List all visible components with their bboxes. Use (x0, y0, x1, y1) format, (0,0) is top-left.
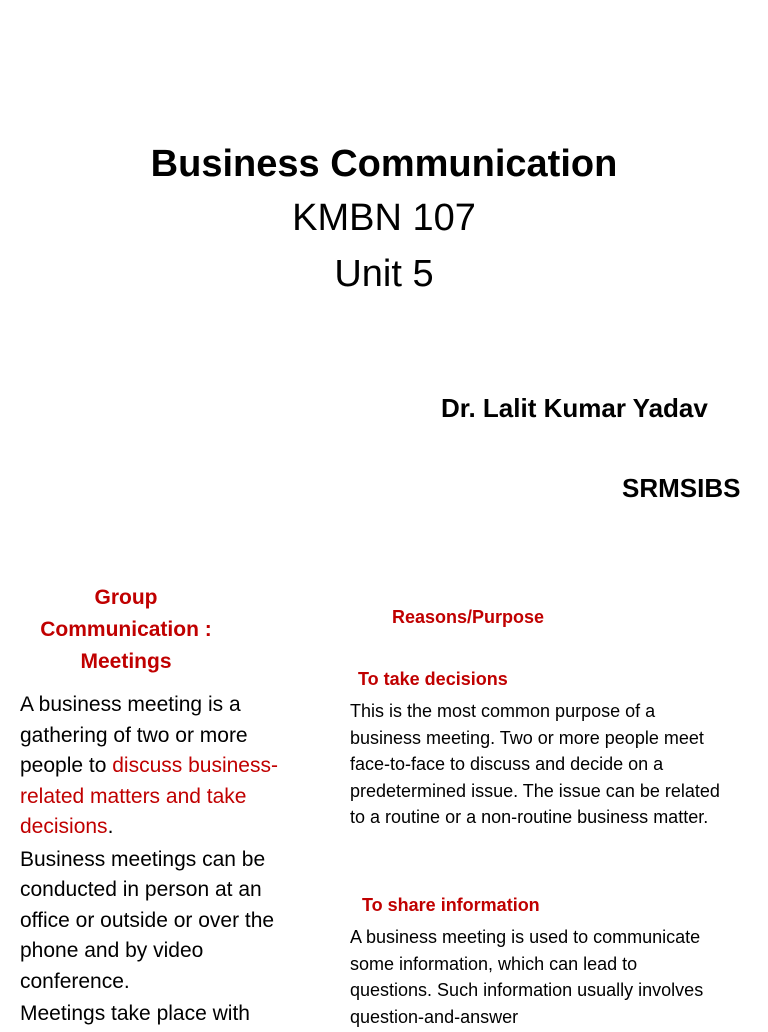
purpose-body-information: A business meeting is used to communicate some information, which can lead to questions. Such information usually involves question-and-answer (350, 927, 704, 1027)
unit-label: Unit 5 (334, 253, 434, 295)
heading-line-2: Communication : (40, 618, 212, 641)
purpose-heading-decisions: To take decisions (358, 669, 508, 689)
reasons-heading: Reasons/Purpose (392, 607, 545, 627)
meetings-paragraph: Meetings take place with (20, 1002, 250, 1025)
definition-end: . (107, 815, 114, 838)
definition-paragraph (20, 690, 310, 843)
conduct-paragraph: Business meetings can be conducted in person at an office or outside or over the phone and by video conference. (20, 847, 275, 993)
heading-line-1: Group (94, 586, 158, 609)
presentation-title: Business Communication (150, 143, 618, 185)
definition-text: A business meeting is a gathering of two or more people to (20, 693, 248, 777)
definition-highlight: discuss business-related matters and take decisions (20, 754, 278, 838)
institute-name: SRMSIBS (622, 473, 741, 503)
author-name: Dr. Lalit Kumar Yadav (441, 393, 708, 423)
course-code: KMBN 107 (292, 197, 476, 239)
heading-line-3: Meetings (80, 650, 172, 673)
left-body (20, 690, 310, 1032)
purpose-heading-information: To share information (362, 895, 540, 915)
left-heading (18, 582, 234, 678)
purpose-body-decisions: This is the most common purpose of a business meeting. Two or more people meet face-to-face to discuss and decide on a predetermined issue. The issue can be related to a routine or a non-routine business matter. (350, 701, 720, 827)
